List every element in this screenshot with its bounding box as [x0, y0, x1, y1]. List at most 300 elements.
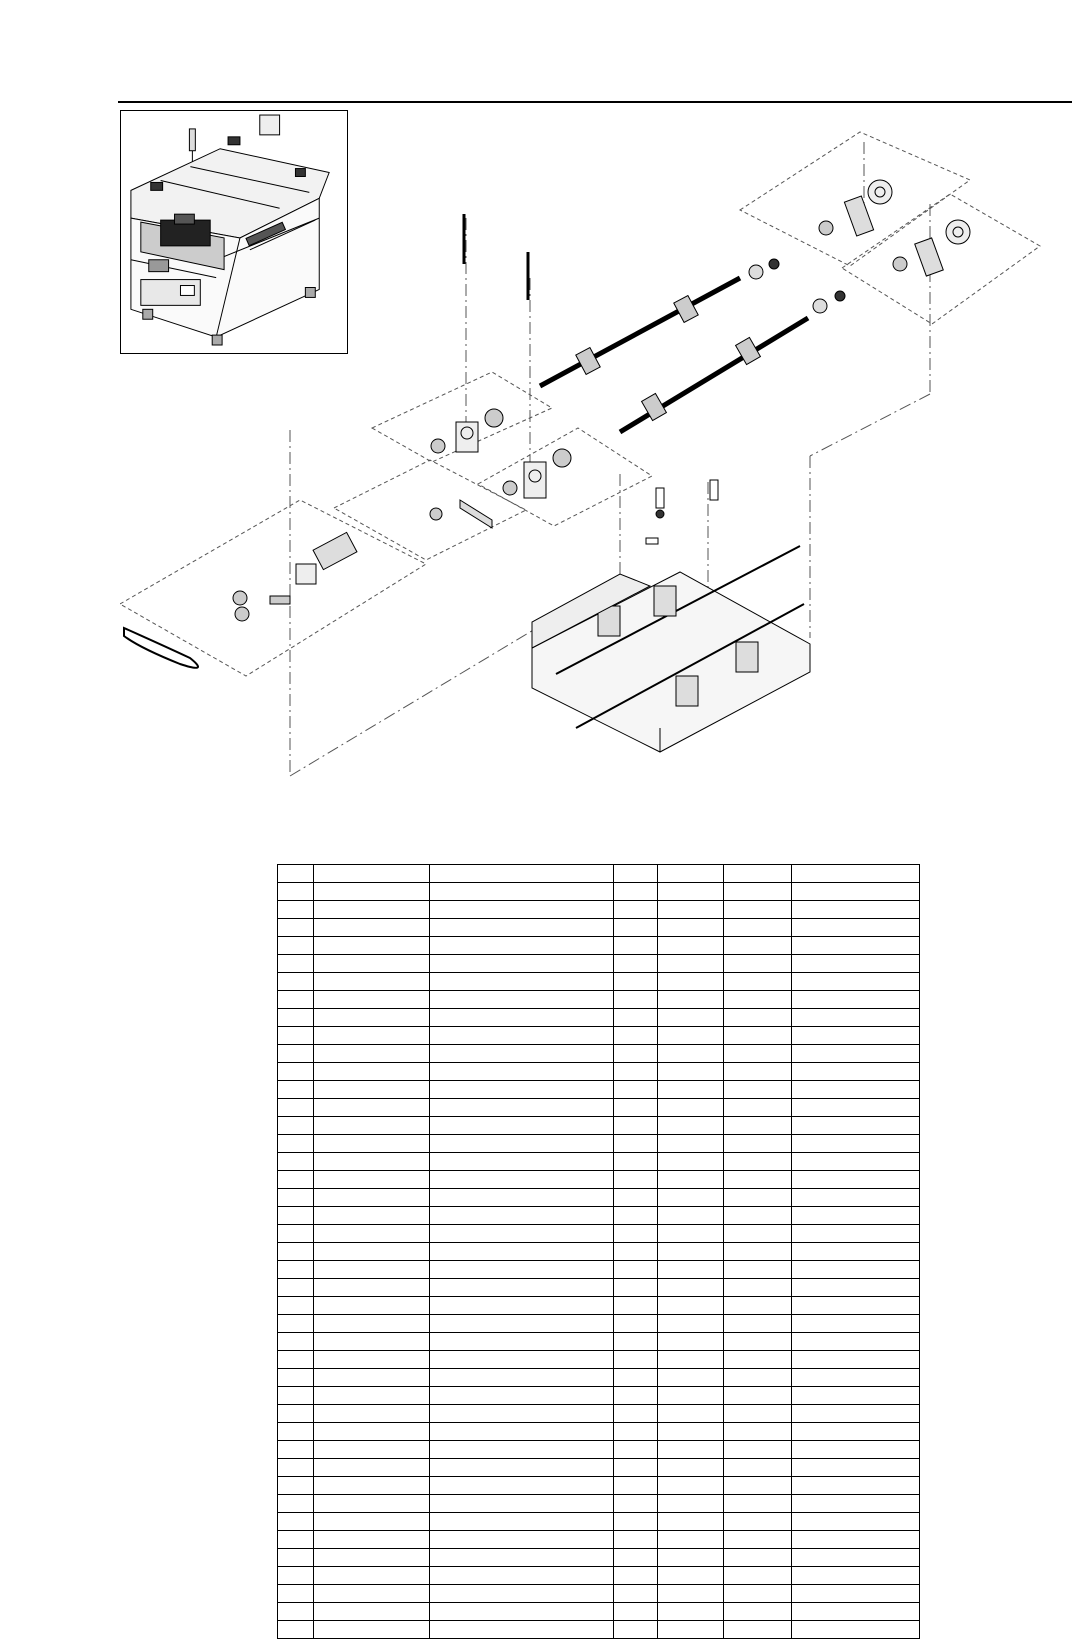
table-cell [658, 1189, 724, 1207]
table-cell [278, 1459, 314, 1477]
table-cell [658, 1279, 724, 1297]
table-cell [724, 1423, 792, 1441]
table-cell [792, 1099, 920, 1117]
table-cell [724, 1225, 792, 1243]
table-cell [724, 1063, 792, 1081]
table-cell [314, 1621, 430, 1639]
table-row [278, 1117, 920, 1135]
table-cell [614, 1261, 658, 1279]
table-cell [314, 1567, 430, 1585]
table-cell [278, 955, 314, 973]
base-plate [532, 546, 810, 752]
table-cell [658, 1027, 724, 1045]
table-cell [614, 937, 658, 955]
table-cell [614, 1549, 658, 1567]
table-row [278, 1405, 920, 1423]
table-row [278, 919, 920, 937]
table-cell [314, 1423, 430, 1441]
table-row [278, 973, 920, 991]
table-cell [658, 1225, 724, 1243]
table-cell [792, 1171, 920, 1189]
table-row [278, 1369, 920, 1387]
table-cell [278, 1315, 314, 1333]
table-cell [658, 1171, 724, 1189]
table-cell [614, 1099, 658, 1117]
table-cell [792, 1495, 920, 1513]
table-cell [278, 1531, 314, 1549]
table-cell [724, 1567, 792, 1585]
table-cell [792, 1261, 920, 1279]
table-cell [314, 1207, 430, 1225]
table-cell [658, 1567, 724, 1585]
column-header [278, 865, 314, 883]
table-cell [724, 1585, 792, 1603]
table-cell [792, 1369, 920, 1387]
table-cell [314, 1351, 430, 1369]
table-cell [792, 991, 920, 1009]
table-cell [430, 1459, 614, 1477]
table-row [278, 1495, 920, 1513]
table-row [278, 1063, 920, 1081]
table-cell [724, 901, 792, 919]
parts-list [277, 864, 919, 1639]
table-cell [724, 919, 792, 937]
column-header [724, 865, 792, 883]
table-cell [430, 901, 614, 919]
table-row [278, 1189, 920, 1207]
table-row [278, 1135, 920, 1153]
table-cell [658, 1387, 724, 1405]
table-cell [658, 1585, 724, 1603]
table-cell [278, 1351, 314, 1369]
table-cell [658, 1423, 724, 1441]
table-cell [658, 1477, 724, 1495]
table-row [278, 1171, 920, 1189]
table-cell [658, 1063, 724, 1081]
table-cell [724, 1099, 792, 1117]
table-cell [792, 1027, 920, 1045]
table-cell [278, 1009, 314, 1027]
table-cell [614, 1423, 658, 1441]
table-cell [430, 973, 614, 991]
table-row [278, 883, 920, 901]
table-cell [614, 955, 658, 973]
table-row [278, 1333, 920, 1351]
table-cell [314, 1027, 430, 1045]
table-cell [658, 1333, 724, 1351]
table-cell [314, 1297, 430, 1315]
table-cell [792, 1549, 920, 1567]
table-cell [658, 1045, 724, 1063]
table-cell [658, 1405, 724, 1423]
exploded-view-drawing [120, 128, 1070, 818]
table-cell [314, 1009, 430, 1027]
table-cell [430, 919, 614, 937]
table-cell [792, 1459, 920, 1477]
table-cell [614, 1459, 658, 1477]
table-cell [278, 1153, 314, 1171]
table-cell [430, 1081, 614, 1099]
table-cell [724, 1351, 792, 1369]
table-cell [430, 1621, 614, 1639]
table-cell [614, 1351, 658, 1369]
table-cell [658, 1603, 724, 1621]
table-cell [278, 1027, 314, 1045]
table-cell [658, 1495, 724, 1513]
table-cell [658, 1117, 724, 1135]
table-cell [278, 883, 314, 901]
table-row [278, 1099, 920, 1117]
table-cell [430, 1279, 614, 1297]
table-cell [658, 1621, 724, 1639]
table-cell [614, 1153, 658, 1171]
column-header [430, 865, 614, 883]
table-cell [278, 1441, 314, 1459]
table-row [278, 991, 920, 1009]
table-row [278, 1603, 920, 1621]
table-cell [658, 1351, 724, 1369]
table-cell [792, 883, 920, 901]
table-cell [792, 937, 920, 955]
table-cell [614, 1621, 658, 1639]
table-cell [314, 937, 430, 955]
table-cell [314, 1045, 430, 1063]
table-cell [724, 1441, 792, 1459]
table-cell [430, 1549, 614, 1567]
table-cell [614, 1531, 658, 1549]
table-cell [724, 937, 792, 955]
table-row [278, 1423, 920, 1441]
table-cell [430, 1027, 614, 1045]
table-cell [430, 1009, 614, 1027]
table-cell [314, 1279, 430, 1297]
table-cell [724, 1315, 792, 1333]
table-cell [658, 955, 724, 973]
table-cell [614, 1009, 658, 1027]
table-cell [278, 991, 314, 1009]
table-cell [724, 1495, 792, 1513]
table-cell [614, 1243, 658, 1261]
table-cell [658, 1207, 724, 1225]
table-cell [430, 1153, 614, 1171]
table-row [278, 1279, 920, 1297]
group-left-mid [334, 460, 526, 560]
table-cell [724, 883, 792, 901]
table-cell [314, 1063, 430, 1081]
exploded-parts-diagram [120, 128, 1070, 818]
table-cell [314, 1477, 430, 1495]
table-cell [792, 1351, 920, 1369]
table-cell [314, 955, 430, 973]
table-cell [658, 991, 724, 1009]
table-cell [792, 1207, 920, 1225]
table-cell [314, 1585, 430, 1603]
table-cell [724, 1549, 792, 1567]
table-cell [658, 1081, 724, 1099]
table-cell [658, 1513, 724, 1531]
table-cell [658, 1009, 724, 1027]
table-row [278, 1153, 920, 1171]
table-cell [278, 1099, 314, 1117]
table-cell [278, 1225, 314, 1243]
table-cell [724, 1189, 792, 1207]
table-cell [792, 1333, 920, 1351]
table-cell [314, 1495, 430, 1513]
table-cell [724, 1081, 792, 1099]
table-cell [614, 1117, 658, 1135]
table-cell [724, 1009, 792, 1027]
table-row [278, 1225, 920, 1243]
table-cell [614, 1063, 658, 1081]
table-cell [792, 1603, 920, 1621]
table-cell [792, 1153, 920, 1171]
table-row [278, 901, 920, 919]
table-cell [792, 1405, 920, 1423]
table-cell [724, 1369, 792, 1387]
table-row [278, 1009, 920, 1027]
table-cell [792, 1297, 920, 1315]
table-cell [278, 1423, 314, 1441]
assembly-group-outlines [120, 132, 1040, 676]
table-cell [614, 919, 658, 937]
table-cell [724, 991, 792, 1009]
table-cell [430, 1135, 614, 1153]
table-cell [314, 1261, 430, 1279]
table-cell [658, 1315, 724, 1333]
table-cell [658, 883, 724, 901]
table-cell [430, 1063, 614, 1081]
group-center [478, 428, 652, 526]
ball-screw-upper [540, 278, 740, 386]
table-cell [724, 1171, 792, 1189]
table-cell [724, 1531, 792, 1549]
table-cell [614, 1585, 658, 1603]
table-cell [792, 973, 920, 991]
table-cell [792, 919, 920, 937]
table-cell [314, 1189, 430, 1207]
table-row [278, 1387, 920, 1405]
table-cell [314, 1153, 430, 1171]
table-cell [792, 955, 920, 973]
table-cell [658, 973, 724, 991]
table-header-row [278, 865, 920, 883]
table-row [278, 1567, 920, 1585]
table-cell [658, 919, 724, 937]
table-row [278, 1513, 920, 1531]
table-row [278, 955, 920, 973]
table-cell [658, 1243, 724, 1261]
table-cell [314, 1441, 430, 1459]
table-cell [430, 1567, 614, 1585]
table-cell [792, 1585, 920, 1603]
table-row [278, 1585, 920, 1603]
table-cell [314, 1135, 430, 1153]
table-cell [614, 1441, 658, 1459]
table-cell [614, 1387, 658, 1405]
table-cell [314, 1603, 430, 1621]
table-cell [314, 1369, 430, 1387]
table-cell [792, 1045, 920, 1063]
table-cell [658, 1297, 724, 1315]
table-cell [658, 937, 724, 955]
table-row [278, 1045, 920, 1063]
table-cell [792, 1567, 920, 1585]
table-cell [278, 1567, 314, 1585]
table-cell [430, 1045, 614, 1063]
column-header [314, 865, 430, 883]
table-cell [430, 1477, 614, 1495]
table-cell [278, 1495, 314, 1513]
table-cell [430, 883, 614, 901]
table-cell [430, 1369, 614, 1387]
table-cell [724, 955, 792, 973]
table-cell [430, 1225, 614, 1243]
table-cell [792, 1081, 920, 1099]
table-cell [658, 1441, 724, 1459]
table-cell [792, 1423, 920, 1441]
table-cell [792, 1063, 920, 1081]
table-row [278, 1207, 920, 1225]
table-cell [278, 901, 314, 919]
table-cell [278, 1243, 314, 1261]
table-cell [278, 1549, 314, 1567]
table-cell [792, 901, 920, 919]
column-header [614, 865, 658, 883]
table-cell [314, 901, 430, 919]
table-cell [614, 901, 658, 919]
table-cell [614, 1297, 658, 1315]
table-cell [278, 1045, 314, 1063]
table-cell [314, 1081, 430, 1099]
table-row [278, 1459, 920, 1477]
table-cell [792, 1513, 920, 1531]
table-cell [278, 1333, 314, 1351]
table-cell [658, 1459, 724, 1477]
table-cell [430, 1117, 614, 1135]
table-cell [792, 1135, 920, 1153]
table-cell [658, 1369, 724, 1387]
table-cell [314, 1117, 430, 1135]
table-cell [430, 1423, 614, 1441]
table-row [278, 1315, 920, 1333]
table-cell [314, 1459, 430, 1477]
table-cell [430, 1243, 614, 1261]
table-cell [278, 1387, 314, 1405]
column-header [658, 865, 724, 883]
table-cell [792, 1189, 920, 1207]
table-cell [314, 991, 430, 1009]
table-cell [314, 1315, 430, 1333]
table-cell [430, 1531, 614, 1549]
table-cell [614, 883, 658, 901]
table-cell [792, 1243, 920, 1261]
table-cell [724, 1513, 792, 1531]
table-cell [724, 1135, 792, 1153]
table-cell [430, 1495, 614, 1513]
table-cell [314, 1405, 430, 1423]
table-cell [278, 1261, 314, 1279]
ball-screw-lower [620, 318, 808, 432]
table-cell [614, 1171, 658, 1189]
table-cell [614, 1333, 658, 1351]
table-cell [314, 1243, 430, 1261]
table-cell [614, 1477, 658, 1495]
table-cell [724, 1045, 792, 1063]
table-cell [278, 973, 314, 991]
table-cell [658, 901, 724, 919]
table-cell [278, 1585, 314, 1603]
table-cell [614, 1225, 658, 1243]
group-right-bracket [842, 194, 1040, 324]
table-cell [278, 1081, 314, 1099]
table-cell [724, 1279, 792, 1297]
table-cell [724, 1297, 792, 1315]
table-cell [278, 937, 314, 955]
table-row [278, 1549, 920, 1567]
table-cell [724, 1153, 792, 1171]
table-cell [430, 1261, 614, 1279]
table-cell [724, 1333, 792, 1351]
table-cell [430, 1441, 614, 1459]
table-cell [614, 1045, 658, 1063]
table-cell [614, 1369, 658, 1387]
table-cell [724, 1405, 792, 1423]
table-cell [278, 1063, 314, 1081]
table-cell [724, 1477, 792, 1495]
table-cell [278, 1297, 314, 1315]
table-cell [278, 1369, 314, 1387]
parts-table [277, 864, 920, 1639]
table-cell [658, 1153, 724, 1171]
table-cell [792, 1009, 920, 1027]
group-motor [120, 500, 426, 676]
table-cell [792, 1225, 920, 1243]
table-cell [430, 1207, 614, 1225]
table-cell [614, 991, 658, 1009]
table-cell [430, 1351, 614, 1369]
table-cell [278, 1207, 314, 1225]
table-cell [278, 1603, 314, 1621]
table-cell [278, 1135, 314, 1153]
table-cell [314, 973, 430, 991]
table-cell [614, 1081, 658, 1099]
table-cell [724, 1117, 792, 1135]
table-cell [314, 1531, 430, 1549]
table-cell [614, 1603, 658, 1621]
table-cell [314, 883, 430, 901]
table-cell [430, 955, 614, 973]
table-cell [724, 1027, 792, 1045]
table-cell [792, 1621, 920, 1639]
table-cell [314, 1099, 430, 1117]
table-cell [724, 1603, 792, 1621]
table-cell [278, 1171, 314, 1189]
table-cell [314, 1549, 430, 1567]
table-cell [278, 1117, 314, 1135]
table-cell [430, 991, 614, 1009]
table-row [278, 1081, 920, 1099]
table-cell [430, 1171, 614, 1189]
table-row [278, 1477, 920, 1495]
table-cell [278, 1621, 314, 1639]
table-cell [314, 1333, 430, 1351]
table-cell [614, 1315, 658, 1333]
table-cell [614, 1567, 658, 1585]
table-row [278, 1621, 920, 1639]
top-rule [118, 101, 1072, 103]
table-cell [614, 973, 658, 991]
table-cell [430, 1315, 614, 1333]
